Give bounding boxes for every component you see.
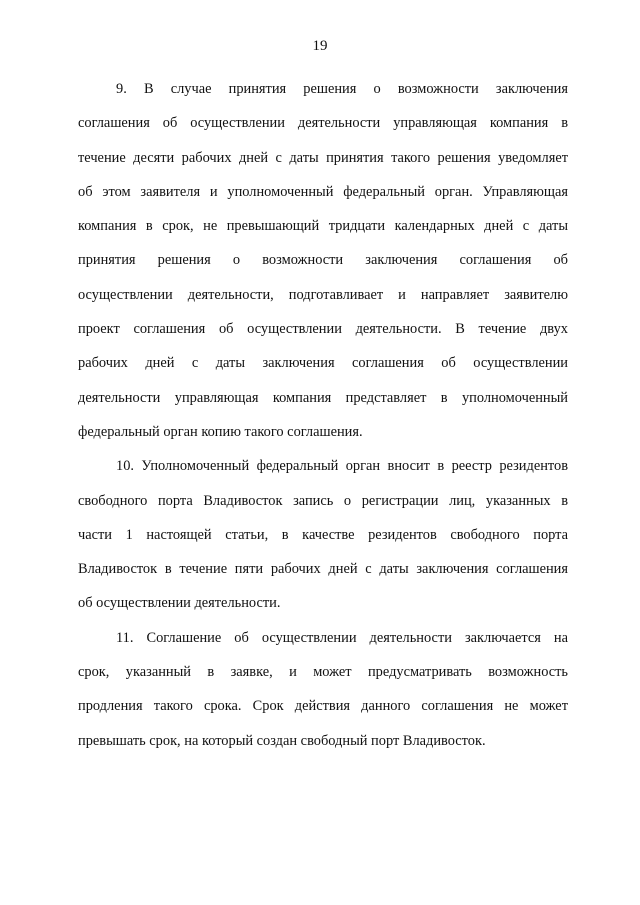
text-line: 11. Соглашение об осуществлении деятельности заключается на — [116, 629, 568, 646]
text-line: деятельности управляющая компания представляет в уполномоченный — [78, 389, 568, 406]
text-line: проект соглашения об осуществлении деятельности. В течение двух — [78, 321, 568, 338]
text-line: об этом заявителя и уполномоченный федеральный орган. Управляющая — [78, 183, 568, 200]
document-body — [78, 72, 568, 758]
paragraph-10 — [78, 449, 568, 620]
text-line: срок, указанный в заявке, и может предусматривать возможность — [78, 664, 568, 681]
text-line: свободного порта Владивосток запись о регистрации лиц, указанных в — [78, 492, 568, 509]
text-line: течение десяти рабочих дней с даты принятия такого решения уведомляет — [78, 149, 568, 166]
text-line: 10. Уполномоченный федеральный орган вносит в реестр резидентов — [116, 458, 568, 475]
text-line: соглашения об осуществлении деятельности управляющая компания в — [78, 115, 568, 132]
text-line: принятия решения о возможности заключения соглашения об — [78, 252, 568, 269]
text-line: Владивосток в течение пяти рабочих дней с даты заключения соглашения — [78, 561, 568, 578]
text-line: продления такого срока. Срок действия данного соглашения не может — [78, 698, 568, 715]
text-line: компания в срок, не превышающий тридцати календарных дней с даты — [78, 218, 568, 235]
text-line: рабочих дней с даты заключения соглашения об осуществлении — [78, 355, 568, 372]
text-line: об осуществлении деятельности. — [78, 595, 281, 612]
paragraph-9 — [78, 72, 568, 449]
page-number: 19 — [312, 38, 328, 54]
text-line: части 1 настоящей статьи, в качестве резидентов свободного порта — [78, 526, 568, 543]
text-line: федеральный орган копию такого соглашения. — [78, 423, 363, 440]
text-line: осуществлении деятельности, подготавливает и направляет заявителю — [78, 286, 568, 303]
text-line: превышать срок, на который создан свободный порт Владивосток. — [78, 732, 486, 749]
paragraph-11 — [78, 621, 568, 758]
text-line: 9. В случае принятия решения о возможности заключения — [116, 81, 568, 97]
